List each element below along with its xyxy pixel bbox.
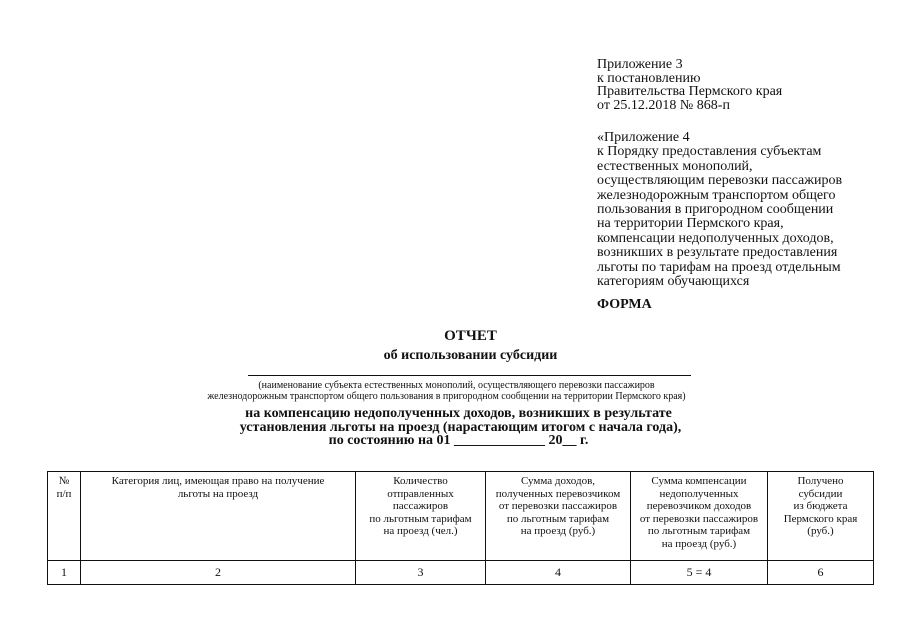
report-table	[47, 471, 874, 585]
entity-name-hint: железнодорожным транспортом общего пользования в пригородном сообщении на территории Пермского края)	[207, 391, 686, 402]
order-line: естественных монополий,	[597, 158, 753, 174]
header-compensation: Сумма компенсации недополученных перевозчиком доходов от перевозки пассажиров по льготным тарифам на проезд (руб.)	[631, 472, 768, 561]
table-cell: 4	[486, 561, 631, 585]
header-passenger-count: Количество отправленных пассажиров по льготным тарифам на проезд (чел.)	[356, 472, 486, 561]
order-line: железнодорожным транспортом общего	[597, 187, 836, 203]
order-line: осуществляющим перевозки пассажиров	[597, 173, 843, 189]
report-purpose-line: установления льготы на проезд (нарастающим итогом с начала года),	[239, 420, 682, 435]
entity-name-fill-line	[248, 375, 691, 376]
header-number: № п/п	[48, 472, 81, 561]
table-cell: 1	[48, 561, 81, 585]
table-cell: 2	[81, 561, 356, 585]
order-line: на территории Пермского края,	[597, 216, 784, 232]
report-title: ОТЧЕТ	[444, 328, 497, 344]
order-line: пользования в пригородном сообщении	[597, 202, 834, 218]
order-appendix-block	[597, 131, 897, 289]
form-label: ФОРМА	[597, 297, 652, 312]
header-category: Категория лиц, имеющая право на получение льготы на проезд	[81, 472, 356, 561]
order-line: компенсации недополученных доходов,	[597, 230, 834, 246]
header-subsidy-received: Получено субсидии из бюджета Пермского края (руб.)	[768, 472, 874, 561]
appendix-line: от 25.12.2018 № 868-п	[597, 97, 730, 113]
table-cell: 6	[768, 561, 874, 585]
order-line: «Приложение 4	[597, 130, 690, 145]
report-subtitle: об использовании субсидии	[383, 348, 558, 363]
table-header-row	[48, 472, 874, 561]
order-line: льготы по тарифам на проезд отдельным	[597, 259, 841, 275]
order-line: категориям обучающихся	[597, 274, 750, 290]
appendix-line: к постановлению	[597, 70, 701, 86]
table-row	[48, 561, 874, 585]
report-purpose-line: на компенсацию недополученных доходов, возникших в результате	[245, 406, 672, 421]
order-line: возникших в результате предоставления	[597, 245, 838, 261]
appendix-line: Приложение 3	[597, 57, 683, 72]
report-date-line: по состоянию на 01 _____________ 20__ г.	[328, 433, 589, 448]
appendix-line: Правительства Пермского края	[597, 84, 783, 99]
appendix-header	[597, 58, 897, 112]
header-revenue: Сумма доходов, полученных перевозчиком от перевозки пассажиров по льготным тарифам на проезд (руб.)	[486, 472, 631, 561]
entity-name-hint: (наименование субъекта естественных монополий, осуществляющего перевозки пассажиров	[258, 380, 655, 391]
table-cell: 3	[356, 561, 486, 585]
order-line: к Порядку предоставления субъектам	[597, 144, 822, 160]
table-cell: 5 = 4	[631, 561, 768, 585]
